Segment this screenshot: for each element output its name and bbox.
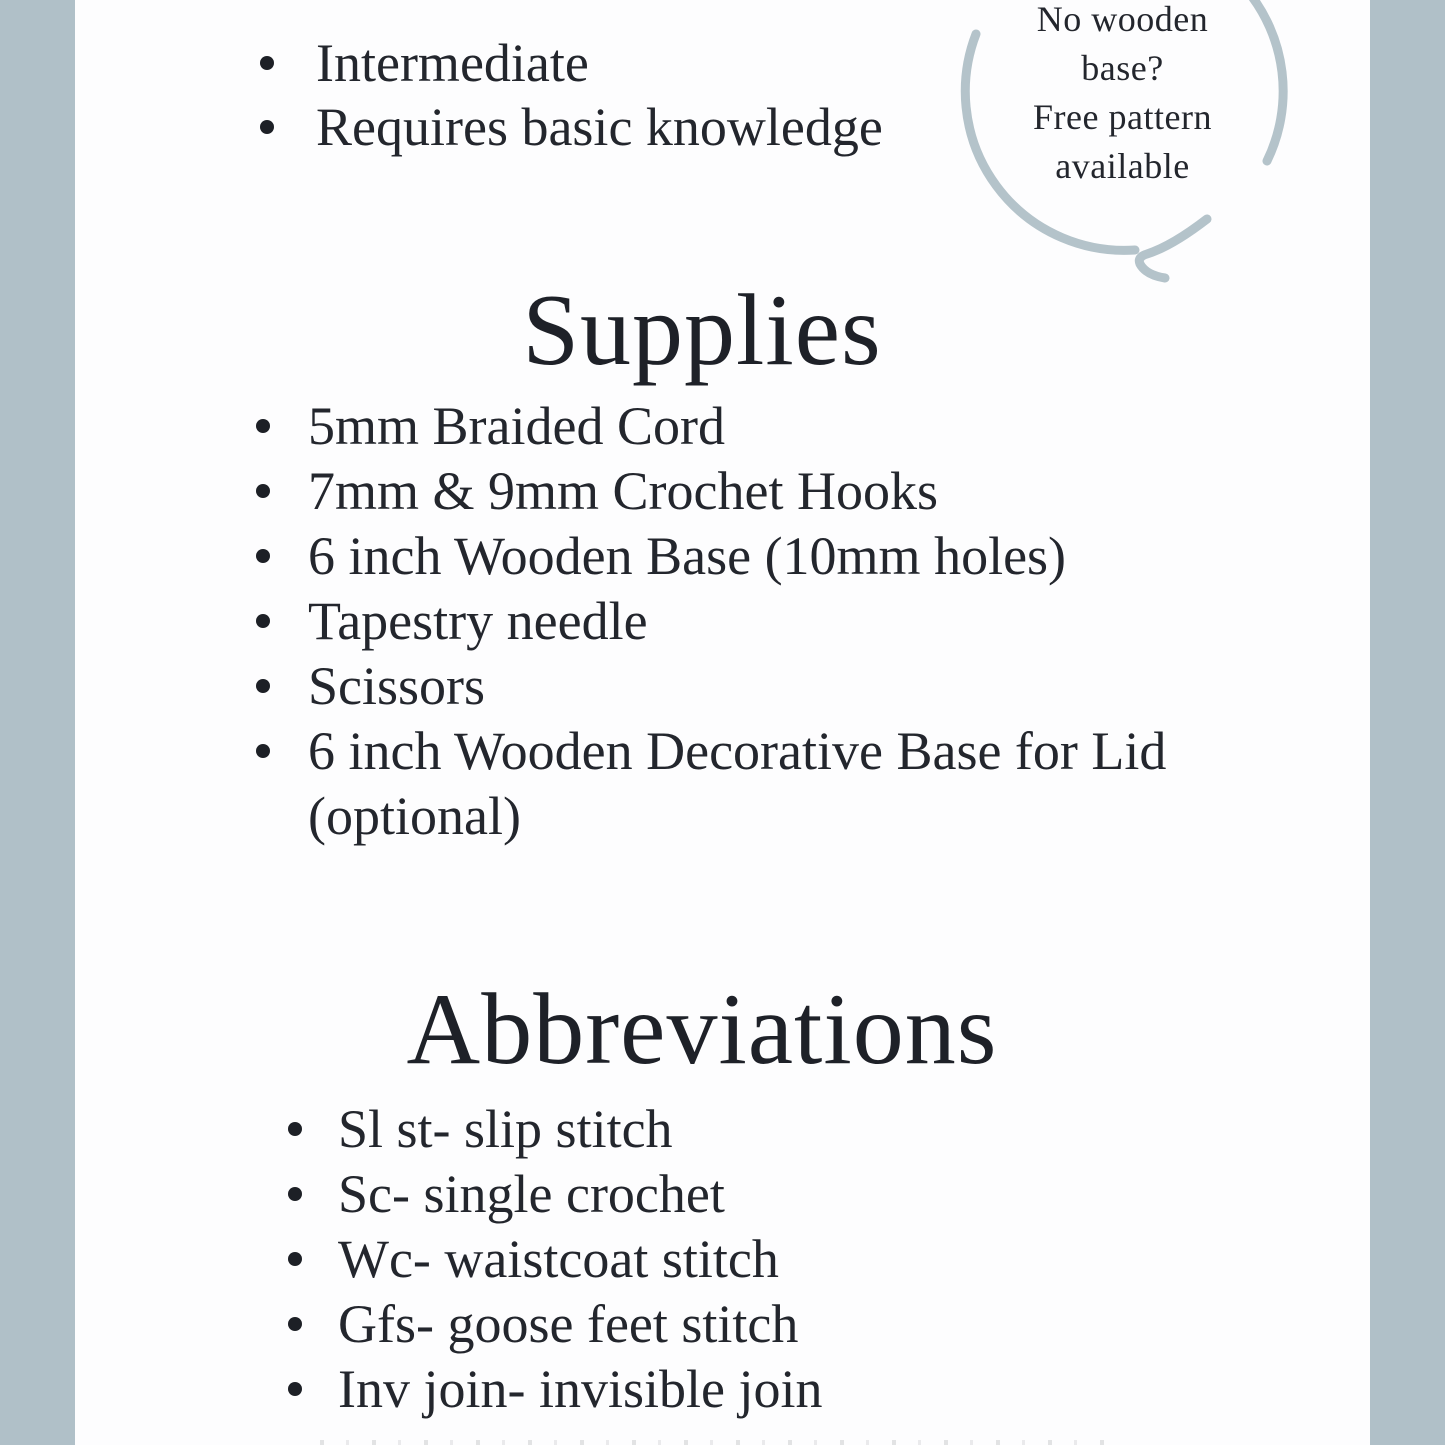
speech-bubble-text	[955, 0, 1290, 191]
list-item	[256, 654, 1168, 719]
bubble-line: available	[1055, 146, 1190, 186]
bullet-icon	[260, 56, 274, 70]
abbreviation-item-text: Sc- single crochet	[338, 1164, 725, 1224]
list-item	[260, 31, 883, 95]
list-item	[256, 719, 1168, 849]
bullet-icon	[288, 1252, 302, 1266]
bubble-line: Free pattern	[1033, 97, 1212, 137]
list-item	[288, 1227, 822, 1292]
supplies-heading: Supplies	[522, 274, 882, 388]
right-border-bar	[1370, 0, 1445, 1445]
list-item	[288, 1097, 822, 1162]
bullet-icon	[288, 1317, 302, 1331]
abbreviations-list	[288, 1097, 822, 1422]
abbreviation-item-text: Wc- waistcoat stitch	[338, 1229, 779, 1289]
bullet-icon	[256, 419, 270, 433]
intro-item-text: Requires basic knowledge	[316, 97, 883, 157]
bullet-icon	[256, 549, 270, 563]
cropped-next-line	[320, 1440, 1110, 1445]
abbreviation-item-text: Sl st- slip stitch	[338, 1099, 673, 1159]
list-item	[288, 1162, 822, 1227]
list-item	[256, 524, 1168, 589]
bullet-icon	[288, 1122, 302, 1136]
supply-item-text: 6 inch Wooden Decorative Base for Lid (optional)	[308, 721, 1167, 846]
list-item	[256, 394, 1168, 459]
bullet-icon	[288, 1187, 302, 1201]
bullet-icon	[256, 744, 270, 758]
abbreviation-item-text: Inv join- invisible join	[338, 1359, 823, 1419]
bullet-icon	[260, 120, 274, 134]
supply-item-text: Tapestry needle	[308, 591, 648, 651]
list-item	[288, 1292, 822, 1357]
list-item	[256, 459, 1168, 524]
list-item	[260, 95, 883, 159]
abbreviation-item-text: Gfs- goose feet stitch	[338, 1294, 799, 1354]
supply-item-text: 6 inch Wooden Base (10mm holes)	[308, 526, 1067, 586]
supplies-list	[256, 394, 1168, 849]
bubble-line: No wooden	[1036, 0, 1209, 39]
supply-item-text: Scissors	[308, 656, 486, 716]
intro-item-text: Intermediate	[316, 33, 589, 93]
bullet-icon	[256, 614, 270, 628]
bubble-tail	[1139, 219, 1207, 278]
bubble-line: base?	[1081, 48, 1164, 88]
left-border-bar	[0, 0, 75, 1445]
list-item	[288, 1357, 822, 1422]
bullet-icon	[256, 679, 270, 693]
supply-item-text: 7mm & 9mm Crochet Hooks	[308, 461, 938, 521]
skill-level-list	[260, 31, 883, 159]
list-item	[256, 589, 1168, 654]
supply-item-text: 5mm Braided Cord	[308, 396, 725, 456]
abbreviations-heading: Abbreviations	[406, 973, 998, 1087]
bullet-icon	[288, 1382, 302, 1396]
bullet-icon	[256, 484, 270, 498]
